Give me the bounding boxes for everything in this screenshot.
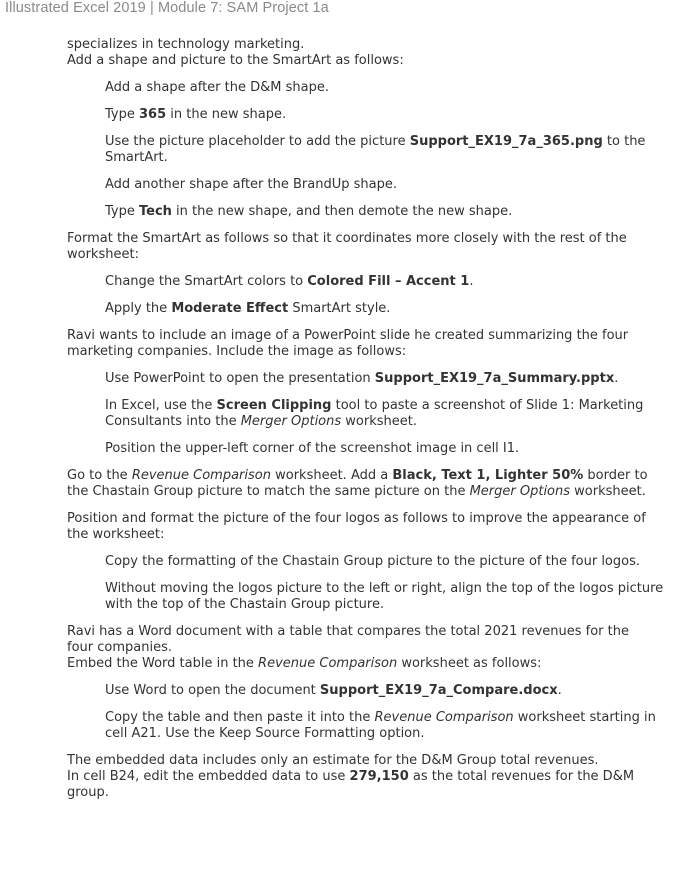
instruction-text: worksheet. [341,414,417,429]
instruction-text: Apply the [105,301,172,316]
instruction-text: to the SmartArt. [105,134,646,165]
instruction-text: Position the upper-left corner of the screenshot image in cell I1. [105,441,520,456]
list-item [0,581,665,613]
instruction-text: as the total revenues for the D&M group. [67,769,635,800]
step-9 [0,753,657,801]
instruction-text: Ravi has a Word document with a table that compares the total 2021 revenues for the four companies. [67,624,629,655]
list-item [0,398,665,430]
instruction-text: . [614,371,619,386]
instruction-text: Change the SmartArt colors to [105,274,308,289]
list-item [0,204,665,220]
instruction-text: worksheet. [570,484,646,499]
instruction-text: In Excel, use the [105,398,217,413]
instruction-text: Merger Options [240,414,342,429]
instruction-text: specializes in technology marketing. [67,37,305,52]
instruction-text: Support_EX19_7a_Summary.pptx [374,371,615,386]
instruction-text: worksheet starting in cell A21. Use the Keep Source Formatting option. [105,710,656,741]
list-item [0,177,665,193]
instruction-text: Support_EX19_7a_365.png [409,134,603,149]
list-item [0,371,665,387]
instruction-text: in the new shape. [166,107,287,122]
instruction-text: worksheet. Add a [270,468,393,483]
instruction-text: Format the SmartArt as follows so that it coordinates more closely with the rest of the worksheet: [67,231,627,262]
step-6 [0,468,657,500]
list-item [0,274,665,290]
instruction-text: In cell B24, edit the embedded data to use [67,769,350,784]
step-5 [0,328,657,360]
list-item [0,80,665,96]
instruction-text: Revenue Comparison [258,656,398,671]
instruction-text: Ravi wants to include an image of a PowerPoint slide he created summarizing the four marketing companies. Include the image as follows: [67,328,629,359]
instruction-text: SmartArt style. [288,301,391,316]
instruction-text: Type [105,204,139,219]
instruction-text: . [469,274,474,289]
list-item [0,710,665,742]
list-item [0,683,665,699]
instruction-text: Support_EX19_7a_Compare.docx [319,683,558,698]
instruction-text: Tech [139,204,172,219]
instruction-text: Add a shape and picture to the SmartArt as follows: [67,53,404,68]
instruction-text: worksheet as follows: [397,656,542,671]
instruction-text: Merger Options [469,484,571,499]
instruction-text: Moderate Effect [171,301,289,316]
instruction-text: Revenue Comparison [131,468,271,483]
instruction-text: The embedded data includes only an estimate for the D&M Group total revenues. [67,753,599,768]
instruction-text: Position and format the picture of the four logos as follows to improve the appearance of the worksheet: [67,511,646,542]
instruction-text: border to the Chastain Group picture to match the same picture on the [67,468,648,499]
instruction-text: Revenue Comparison [374,710,514,725]
instruction-text: Without moving the logos picture to the left or right, align the top of the logos picture with the top of the Chastain Group picture. [105,581,664,612]
instruction-text: Add a shape after the D&M shape. [105,80,329,95]
instruction-text: Use PowerPoint to open the presentation [105,371,375,386]
instructions-body [0,37,700,801]
instruction-text: Go to the [67,468,132,483]
instruction-text: . [557,683,562,698]
instruction-text: Copy the formatting of the Chastain Group picture to the picture of the four logos. [105,554,640,569]
instruction-text: Use the picture placeholder to add the picture [105,134,410,149]
document-header: Illustrated Excel 2019 | Module 7: SAM Project 1a [5,0,329,16]
step-8 [0,624,657,672]
step-7 [0,511,657,543]
list-item [0,301,665,317]
list-item [0,441,665,457]
instruction-text: Colored Fill – Accent 1 [307,274,470,289]
instruction-text: Embed the Word table in the [67,656,259,671]
list-item [0,107,665,123]
instruction-text: 365 [139,107,167,122]
instruction-text: Screen Clipping [216,398,332,413]
instruction-text: Black, Text 1, Lighter 50% [392,468,584,483]
instruction-text: Use Word to open the document [105,683,320,698]
step-4 [0,231,657,263]
instruction-text: Copy the table and then paste it into the [105,710,375,725]
instruction-text: tool to paste a screenshot of Slide 1: Marketing Consultants into the [105,398,644,429]
instruction-text: 279,150 [349,769,409,784]
instruction-text: in the new shape, and then demote the new shape. [171,204,513,219]
instruction-text: Add another shape after the BrandUp shape. [105,177,397,192]
list-item [0,554,665,570]
list-item [0,134,665,166]
intro-text [0,37,657,69]
instruction-text: Type [105,107,139,122]
